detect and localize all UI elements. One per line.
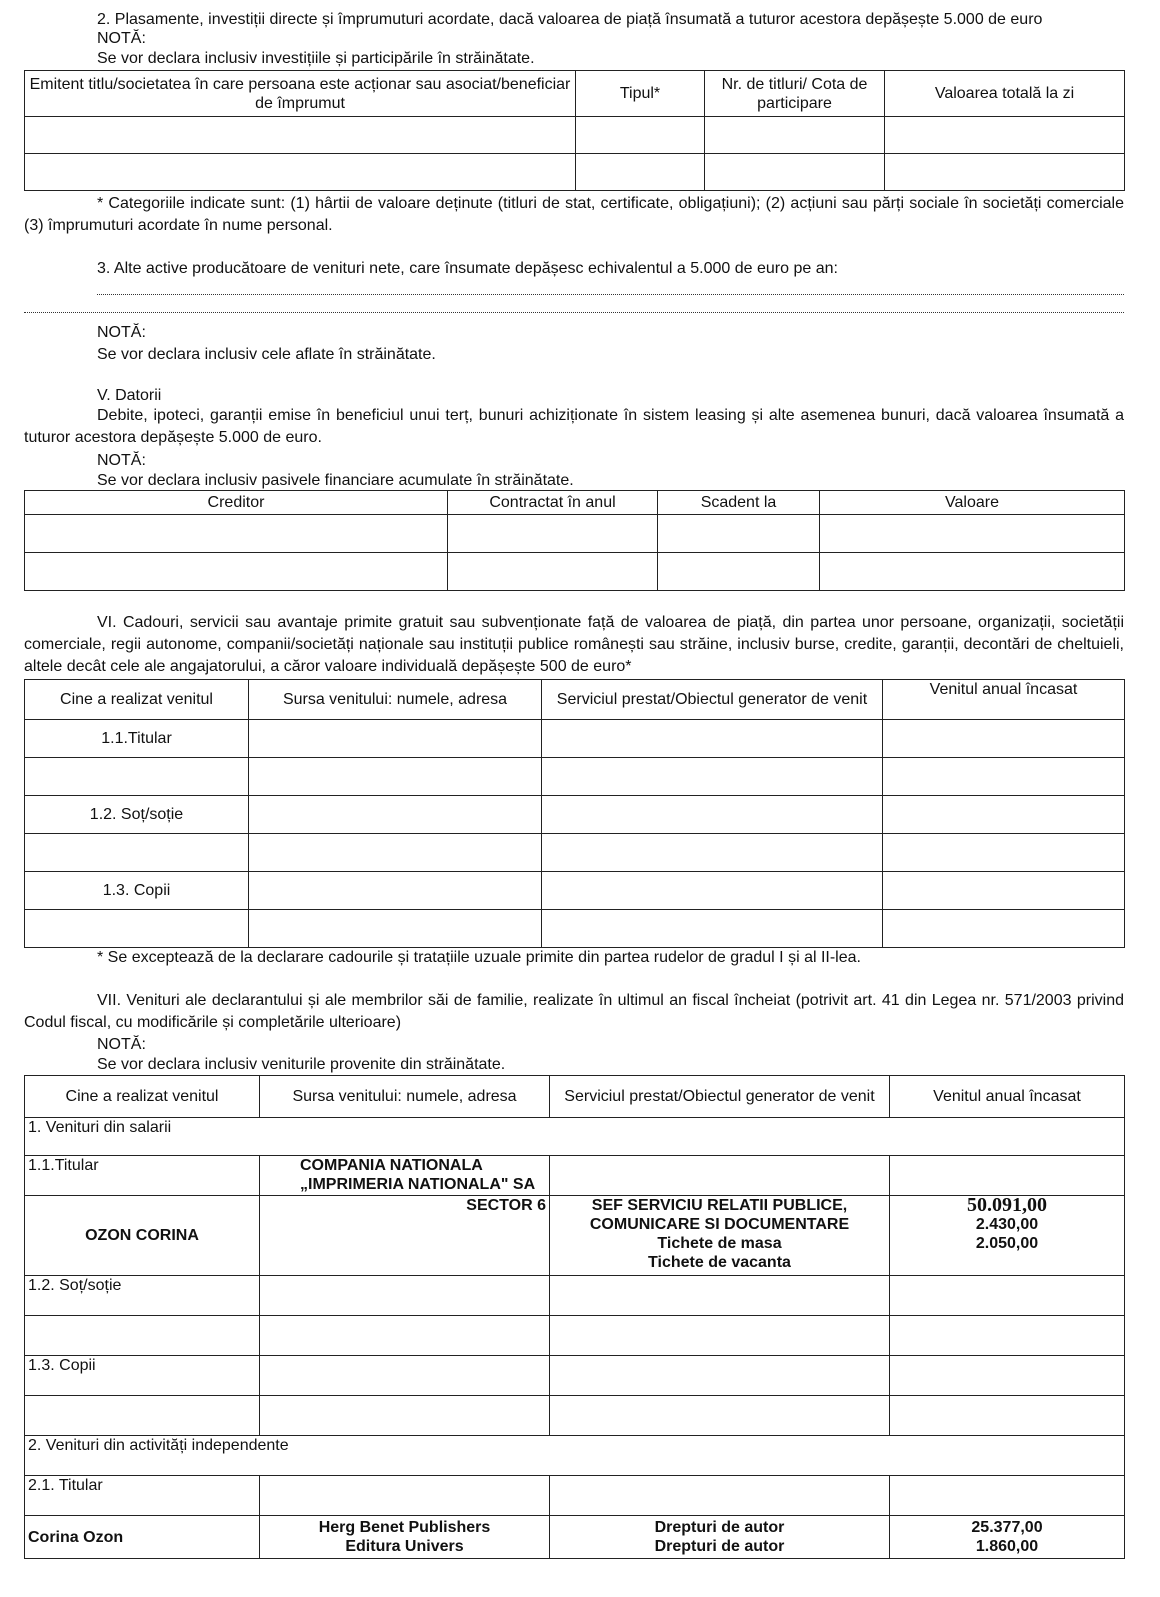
table-row	[25, 872, 1125, 910]
footnote-categorii: * Categoriile indicate sunt: (1) hârtii de valoare deținute (titluri de stat, certificate, obligațiuni); (2) acțiuni sau părți sociale în societăți comerciale (3) împrumuturi acordate în nume personal.	[24, 195, 1124, 234]
income-vacation-tickets: 2.050,00	[975, 1235, 1039, 1252]
service-line1: Drepturi de autor	[654, 1519, 785, 1536]
table-row	[25, 1396, 1125, 1436]
nota-text: Se vor declara inclusiv investițiile și participările în străinătate.	[97, 50, 535, 67]
footnote-cadouri: * Se exceptează de la declarare cadourile și tratațiile uzuale primite din partea rudelor de gradul I și al II-lea.	[97, 949, 861, 966]
table-row	[25, 1276, 1125, 1316]
table-row	[25, 720, 1125, 758]
service-line3: Tichete de masa	[657, 1235, 782, 1252]
nota-text: Se vor declara inclusiv cele aflate în străinătate.	[97, 346, 436, 363]
header-emitent: Emitent titlu/societatea în care persoana este acționar sau asociat/beneficiar de împrumut	[25, 71, 576, 117]
row-label-titular: 1.1.Titular	[25, 720, 249, 758]
service-line1: SEF SERVICIU RELATII PUBLICE,	[591, 1197, 848, 1214]
header-valoare: Valoare	[820, 491, 1125, 515]
header-cine: Cine a realizat venitul	[25, 1076, 260, 1118]
row-label-copii: 1.3. Copii	[25, 1356, 260, 1396]
table-row	[25, 758, 1125, 796]
employer-address: SECTOR 6	[260, 1196, 550, 1276]
investments-table	[24, 70, 1125, 191]
header-sursa: Sursa venitului: numele, adresa	[249, 680, 542, 720]
table-row	[25, 834, 1125, 872]
nota-label: NOTĂ:	[97, 452, 146, 469]
section-6-text: VI. Cadouri, servicii sau avantaje primite gratuit sau subvenționate față de valoarea de piață, din partea unor persoane, organizații, societății comerciale, regii autonome, companii/societăți naționale sau instituții publice românești sau străine, inclusiv burse, credite, garanții, decontări de cheltuieli, altele decât cele ale angajatorului, a căror valoare individuală depășește 500 de euro*	[24, 614, 1124, 675]
income-salary: 50.091,00	[967, 1194, 1047, 1216]
table-row	[25, 1316, 1125, 1356]
section-5-title: V. Datorii	[97, 387, 162, 404]
nota-label: NOTĂ:	[97, 30, 146, 47]
income-values	[890, 1516, 1125, 1559]
row-label-titular: 1.1.Titular	[25, 1156, 260, 1196]
table-row	[25, 154, 1125, 191]
header-contractat: Contractat în anul	[448, 491, 658, 515]
category-salarii: 1. Venituri din salarii	[25, 1118, 1125, 1156]
source-cell	[260, 1516, 550, 1559]
section-5-text: Debite, ipoteci, garanții emise în beneficiul unui terț, bunuri achiziționate în sistem leasing și alte asemenea bunuri, dacă valoarea însumată a tuturor acestora depășește 5.000 de euro.	[24, 407, 1124, 446]
header-venit: Venitul anual încasat	[883, 680, 1125, 720]
header-cine: Cine a realizat venitul	[25, 680, 249, 720]
header-venit: Venitul anual încasat	[890, 1076, 1125, 1118]
income-royalties-1: 25.377,00	[971, 1519, 1043, 1536]
table-row	[25, 515, 1125, 553]
dotted-line	[24, 312, 1124, 313]
section-7-text: VII. Venituri ale declarantului și ale membrilor săi de familie, realizate în ultimul an fiscal încheiat (potrivit art. 41 din Legea nr. 571/2003 privind Codul fiscal, cu modificările și completările ulterioare)	[24, 992, 1124, 1031]
row-label-sot: 1.2. Soț/soție	[25, 796, 249, 834]
source-line1: Herg Benet Publishers	[318, 1519, 491, 1536]
income-royalties-2: 1.860,00	[975, 1538, 1039, 1555]
income-values	[890, 1196, 1125, 1276]
service-line4: Tichete de vacanta	[648, 1254, 791, 1271]
row-label-copii: 1.3. Copii	[25, 872, 249, 910]
income-meal-tickets: 2.430,00	[975, 1216, 1039, 1233]
row-label-titular: 2.1. Titular	[25, 1476, 260, 1516]
earner-name: Corina Ozon	[25, 1516, 260, 1559]
service-cell	[550, 1196, 890, 1276]
service-cell	[550, 1516, 890, 1559]
table-row	[25, 1476, 1125, 1516]
header-valoare: Valoarea totală la zi	[885, 71, 1125, 117]
employer-name-line1: COMPANIA NATIONALA	[300, 1157, 483, 1174]
nota-text: Se vor declara inclusiv veniturile provenite din străinătate.	[97, 1056, 506, 1073]
income-table	[24, 1075, 1125, 1559]
employer-name-line2: „IMPRIMERIA NATIONALA" SA	[300, 1176, 536, 1193]
table-row	[25, 117, 1125, 154]
header-serviciu: Serviciul prestat/Obiectul generator de venit	[542, 680, 883, 720]
table-row	[25, 910, 1125, 948]
header-creditor: Creditor	[25, 491, 448, 515]
table-row	[25, 1356, 1125, 1396]
gifts-table	[24, 679, 1125, 948]
source-line2: Editura Univers	[345, 1538, 464, 1555]
debts-table	[24, 490, 1125, 591]
row-label-sot: 1.2. Soț/soție	[25, 1276, 260, 1316]
service-line2: Drepturi de autor	[654, 1538, 785, 1555]
header-scadent: Scadent la	[658, 491, 820, 515]
nota-label: NOTĂ:	[97, 1036, 146, 1053]
table-row	[25, 553, 1125, 591]
header-sursa: Sursa venitului: numele, adresa	[260, 1076, 550, 1118]
section-2-title: 2. Plasamente, investiții directe și împrumuturi acordate, dacă valoarea de piață însumată a tuturor acestora depășește 5.000 de euro	[97, 11, 1043, 28]
nota-label: NOTĂ:	[97, 324, 146, 341]
header-serviciu: Serviciul prestat/Obiectul generator de venit	[550, 1076, 890, 1118]
header-tipul: Tipul*	[576, 71, 705, 117]
dotted-line	[97, 294, 1124, 295]
service-line2: COMUNICARE SI DOCUMENTARE	[589, 1216, 850, 1233]
category-independente: 2. Venituri din activități independente	[25, 1436, 1125, 1476]
employer-cell	[260, 1156, 550, 1196]
nota-text: Se vor declara inclusiv pasivele financiare acumulate în străinătate.	[97, 472, 574, 489]
header-nr-titluri: Nr. de titluri/ Cota de participare	[705, 71, 885, 117]
earner-name: OZON CORINA	[25, 1196, 260, 1276]
table-row	[25, 796, 1125, 834]
section-3-title: 3. Alte active producătoare de venituri nete, care însumate depășesc echivalentul a 5.000 de euro pe an:	[97, 260, 838, 277]
